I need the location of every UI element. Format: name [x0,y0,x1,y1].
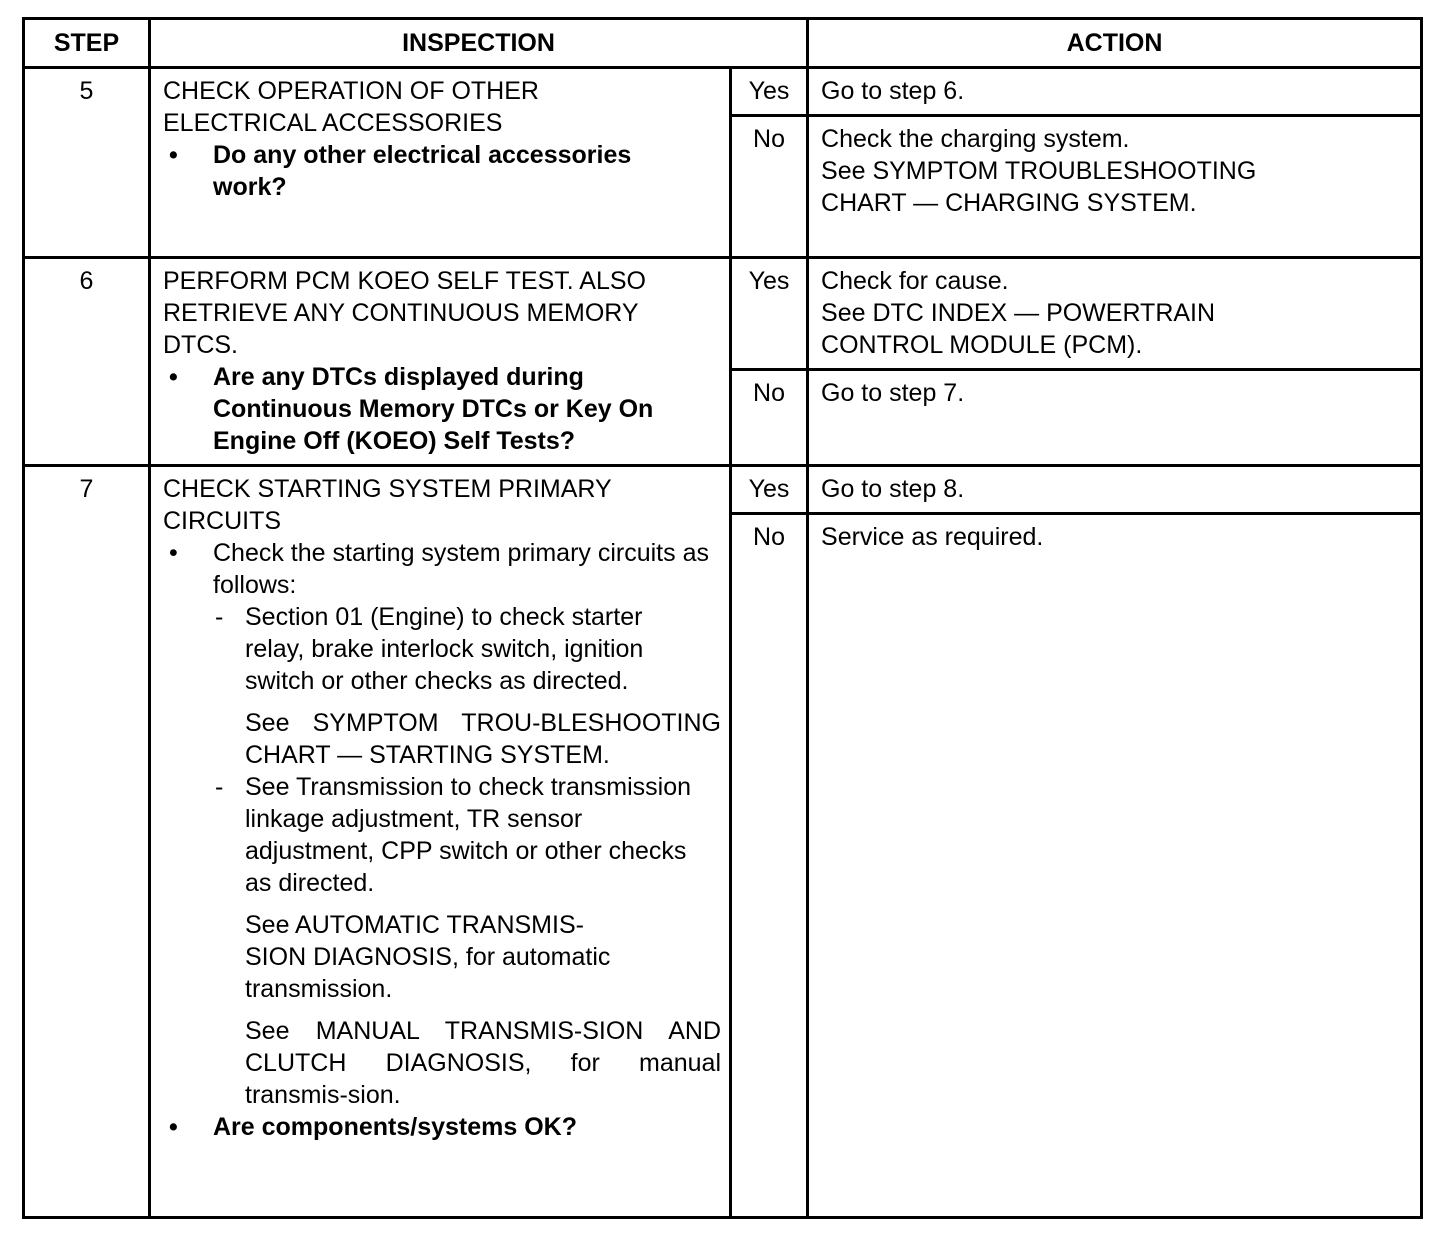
step-7-no-label: No [731,514,808,1218]
step-6-yes-action-line-1: Check for cause. [821,267,1009,295]
step-7-yes-action: Go to step 8. [808,466,1422,514]
header-step: STEP [24,19,150,68]
step-6-no-label: No [731,370,808,466]
step-7-instruction: • Check the starting system primary circuits as follows: [163,537,721,601]
step-7-yes-row [24,466,1422,514]
step-7-see-starting-system: See SYMPTOM TROU-BLESHOOTING CHART — STARTING SYSTEM. [245,709,721,769]
step-6-yes-label: Yes [731,258,808,370]
step-6-yes-action [808,258,1422,370]
step-7-sub-item-engine: - Section 01 (Engine) to check starter relay, brake interlock switch, ignition switch or other checks as directed. [163,601,695,697]
step-7-title: CHECK STARTING SYSTEM PRIMARY CIRCUITS [163,475,612,535]
step-5-yes-action: Go to step 6. [808,68,1422,116]
step-7-see-manual-transmission: See MANUAL TRANSMIS-SION AND CLUTCH DIAGNOSIS, for manual transmis-sion. [245,1017,721,1109]
step-7-no-action: Service as required. [808,514,1422,1218]
step-5-title: CHECK OPERATION OF OTHER ELECTRICAL ACCESSORIES [163,77,539,137]
header-inspection: INSPECTION [150,19,808,68]
step-6-title: PERFORM PCM KOEO SELF TEST. ALSO RETRIEVE ANY CONTINUOUS MEMORY DTCS. [163,267,646,359]
step-5-inspection [150,68,731,258]
step-5-no-action [808,116,1422,258]
step-5-no-action-line-2: See SYMPTOM TROUBLESHOOTING CHART — CHARGING SYSTEM. [821,157,1257,217]
step-6-no-action: Go to step 7. [808,370,1422,466]
step-6-yes-row [24,258,1422,370]
step-5-no-label: No [731,116,808,258]
step-6-yes-action-line-2: See DTC INDEX — POWERTRAIN CONTROL MODULE (PCM). [821,299,1216,359]
header-row [24,19,1422,68]
step-7-sub-item-transmission: - See Transmission to check transmission linkage adjustment, TR sensor adjustment, CPP switch or other checks as directed. [163,771,695,899]
diagnostic-table [22,17,1423,1219]
step-6-inspection [150,258,731,466]
step-7-see-automatic-transmission: See AUTOMATIC TRANSMIS-SION DIAGNOSIS, for automatic transmission. [245,911,611,1003]
step-7-inspection [150,466,731,1218]
step-7-yes-label: Yes [731,466,808,514]
step-5-yes-label: Yes [731,68,808,116]
step-7-number: 7 [24,466,150,1218]
step-6-question: • Are any DTCs displayed during Continuous Memory DTCs or Key On Engine Off (KOEO) Self Tests? [163,361,703,457]
step-5-number: 5 [24,68,150,258]
step-6-number: 6 [24,258,150,466]
header-action: ACTION [808,19,1422,68]
step-5-no-action-line-1: Check the charging system. [821,125,1130,153]
step-7-question: • Are components/systems OK? [163,1111,721,1143]
step-5-question: • Do any other electrical accessories work? [163,139,683,203]
step-5-yes-row [24,68,1422,116]
